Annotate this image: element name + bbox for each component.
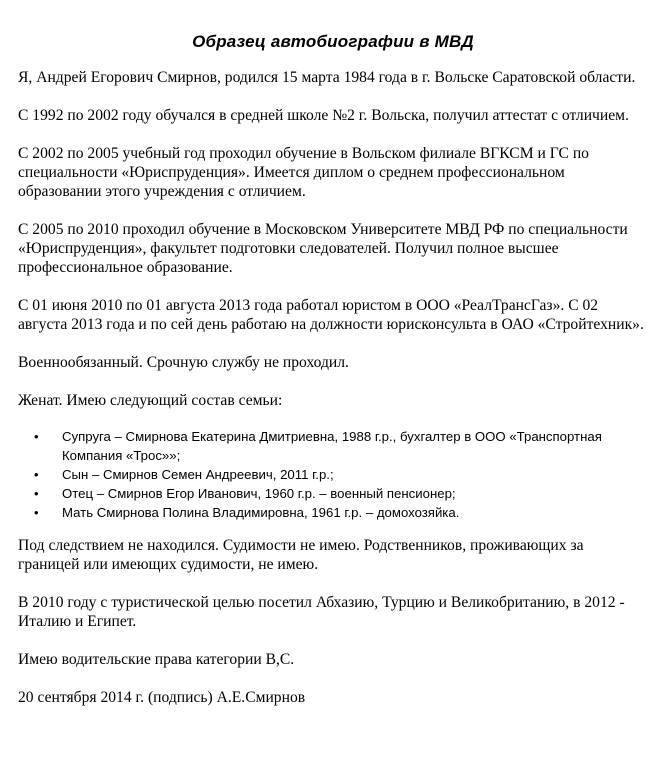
document-title: Образец автобиографии в МВД bbox=[192, 32, 474, 51]
document bbox=[18, 30, 648, 707]
bullet-icon: • bbox=[34, 429, 39, 444]
bullet-icon: • bbox=[34, 486, 39, 501]
paragraph-criminal-record: Под следствием не находился. Судимости не имею. Родственников, проживающих за границей или имеющих судимости, не имею. bbox=[18, 537, 584, 573]
family-member-father: Отец – Смирнов Егор Иванович, 1960 г.р. – военный пенсионер; bbox=[62, 486, 456, 501]
family-member-son: Сын – Смирнов Семен Андреевич, 2011 г.р.; bbox=[62, 467, 334, 482]
list-item bbox=[34, 484, 648, 503]
paragraph-military: Военнообязанный. Срочную службу не проходил. bbox=[18, 354, 349, 371]
family-list bbox=[18, 427, 648, 522]
list-item bbox=[34, 503, 648, 522]
paragraph-travel: В 2010 году с туристической целью посетил Абхазию, Турцию и Великобританию, в 2012 - Италию и Египет. bbox=[18, 594, 625, 630]
paragraph-work: С 01 июня 2010 по 01 августа 2013 года работал юристом в ООО «РеалТрансГаз». С 02 августа 2013 года и по сей день работаю на должности юрисконсульта в ОАО «Стройтехник». bbox=[18, 297, 644, 333]
paragraph-family-intro: Женат. Имею следующий состав семьи: bbox=[18, 392, 283, 409]
list-item bbox=[34, 465, 648, 484]
paragraph-driving-license: Имею водительские права категории В,С. bbox=[18, 651, 295, 668]
paragraph-college: С 2002 по 2005 учебный год проходил обучение в Вольском филиале ВГКСМ и ГС по специальности «Юриспруденция». Имеется диплом о среднем профессиональном образовании этого учреждения с отличием. bbox=[18, 145, 589, 200]
signature-line: 20 сентября 2014 г. (подпись) А.Е.Смирнов bbox=[18, 689, 306, 706]
bullet-icon: • bbox=[34, 505, 39, 520]
family-member-spouse: Супруга – Смирнова Екатерина Дмитриевна, 1988 г.р., бухгалтер в ООО «Транспортная Компания «Трос»»; bbox=[62, 429, 602, 463]
paragraph-school: С 1992 по 2002 году обучался в средней школе №2 г. Вольска, получил аттестат с отличием. bbox=[18, 107, 629, 124]
paragraph-university: С 2005 по 2010 проходил обучение в Московском Университете МВД РФ по специальности «Юриспруденция», факультет подготовки следователей. Получил полное высшее профессиональное образование. bbox=[18, 221, 628, 276]
paragraph-birth: Я, Андрей Егорович Смирнов, родился 15 марта 1984 года в г. Вольске Саратовской области. bbox=[18, 69, 636, 86]
bullet-icon: • bbox=[34, 467, 39, 482]
family-member-mother: Мать Смирнова Полина Владимировна, 1961 г.р. – домохозяйка. bbox=[62, 505, 460, 520]
list-item bbox=[34, 427, 648, 465]
